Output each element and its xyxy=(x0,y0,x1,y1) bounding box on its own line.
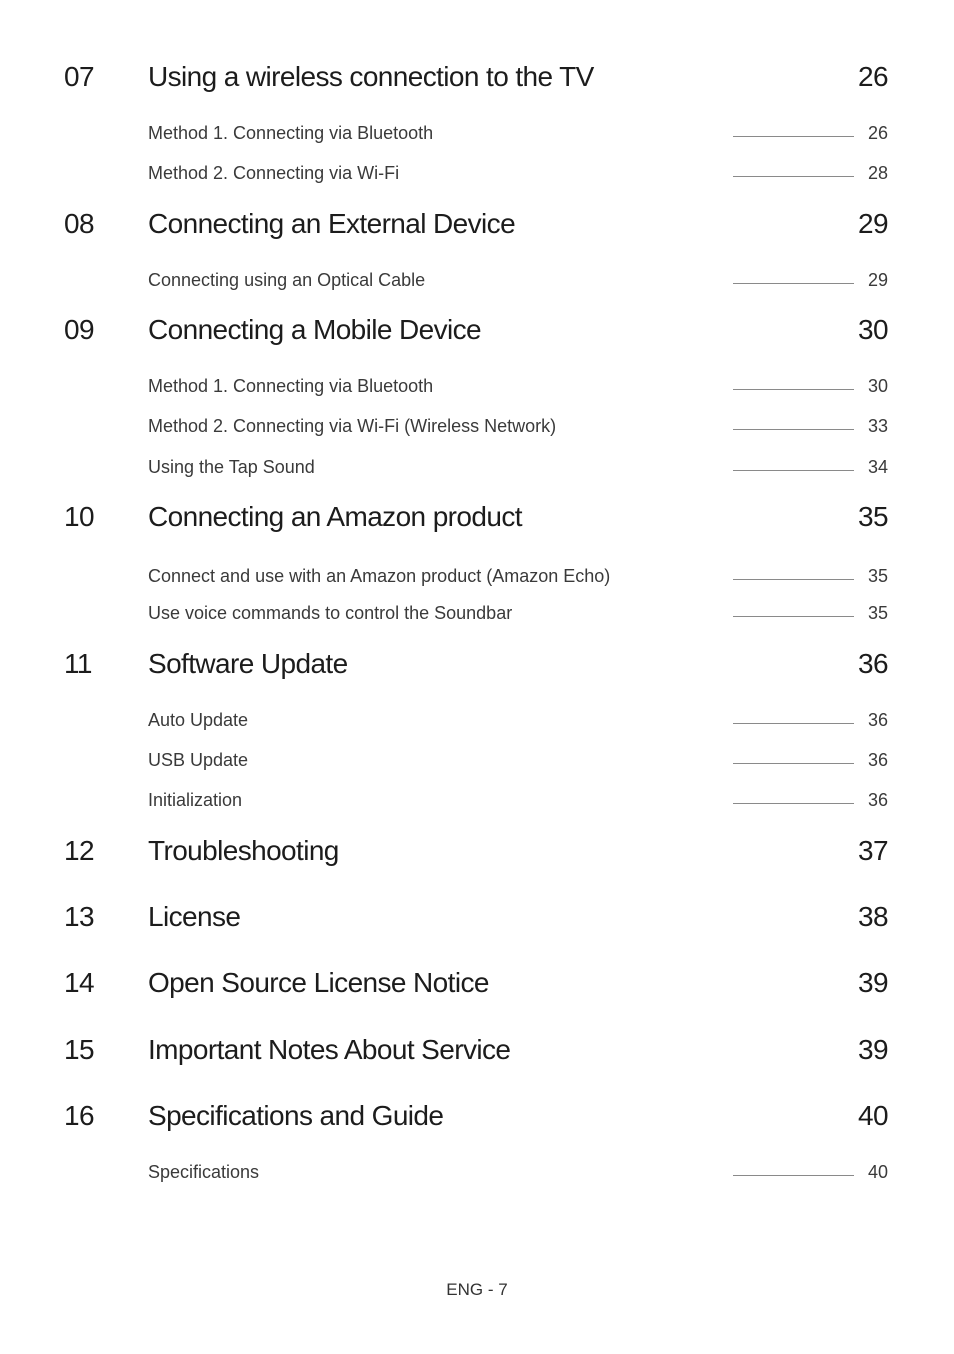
subsection-page: 26 xyxy=(867,123,888,143)
chapter-title[interactable]: Connecting an Amazon product xyxy=(148,501,522,532)
subsection-page: 40 xyxy=(867,1162,888,1182)
chapter-number: 14 xyxy=(64,967,94,998)
page-footer: ENG - 7 xyxy=(446,1280,508,1299)
subsection-title[interactable]: Using the Tap Sound xyxy=(148,457,315,477)
leader-rule xyxy=(733,136,854,137)
chapter-title[interactable]: Software Update xyxy=(148,648,348,679)
chapter-title[interactable]: Connecting a Mobile Device xyxy=(148,314,482,345)
leader-rule xyxy=(733,723,854,724)
leader-rule xyxy=(733,803,854,804)
toc-subsection[interactable] xyxy=(0,268,954,292)
leader-rule xyxy=(733,1175,854,1176)
leader-rule xyxy=(733,429,854,430)
chapter-page: 26 xyxy=(858,61,888,92)
toc-subsection[interactable] xyxy=(0,121,954,145)
subsection-page: 36 xyxy=(867,710,888,730)
toc-subsection[interactable] xyxy=(0,748,954,772)
chapter-page: 39 xyxy=(858,1034,888,1065)
subsection-title[interactable]: Method 2. Connecting via Wi-Fi xyxy=(148,163,400,183)
toc-subsection[interactable] xyxy=(0,601,954,625)
subsection-title[interactable]: Auto Update xyxy=(148,710,249,730)
chapter-number: 07 xyxy=(64,61,94,92)
toc-subsection[interactable] xyxy=(0,455,954,479)
chapter-title[interactable]: Important Notes About Service xyxy=(148,1034,511,1065)
subsection-page: 34 xyxy=(867,457,888,477)
chapter-title[interactable]: Troubleshooting xyxy=(148,835,339,866)
toc-subsection[interactable] xyxy=(0,564,954,588)
leader-rule xyxy=(733,763,854,764)
chapter-title[interactable]: Using a wireless connection to the TV xyxy=(148,61,594,92)
chapter-number: 16 xyxy=(64,1100,94,1131)
subsection-title[interactable]: Use voice commands to control the Soundbar xyxy=(148,603,513,623)
chapter-page: 35 xyxy=(858,501,888,532)
chapter-number: 10 xyxy=(64,501,94,532)
toc-subsection[interactable] xyxy=(0,374,954,398)
subsection-page: 28 xyxy=(867,163,888,183)
chapter-title[interactable]: Specifications and Guide xyxy=(148,1100,444,1131)
chapter-number: 13 xyxy=(64,901,94,932)
leader-rule xyxy=(733,616,854,617)
subsection-page: 33 xyxy=(867,416,888,436)
toc-subsection[interactable] xyxy=(0,414,954,438)
leader-rule xyxy=(733,283,854,284)
chapter-number: 15 xyxy=(64,1034,94,1065)
chapter-page: 39 xyxy=(858,967,888,998)
chapter-page: 40 xyxy=(858,1100,888,1131)
subsection-page: 36 xyxy=(867,790,888,810)
subsection-title[interactable]: Specifications xyxy=(148,1162,260,1182)
subsection-title[interactable]: Method 1. Connecting via Bluetooth xyxy=(148,376,434,396)
chapter-number: 11 xyxy=(64,648,92,679)
chapter-page: 36 xyxy=(858,648,888,679)
chapter-number: 09 xyxy=(64,314,94,345)
chapter-title[interactable]: Connecting an External Device xyxy=(148,208,516,239)
chapter-title[interactable]: Open Source License Notice xyxy=(148,967,489,998)
leader-rule xyxy=(733,470,854,471)
chapter-number: 08 xyxy=(64,208,94,239)
chapter-title[interactable]: License xyxy=(148,901,241,932)
toc-subsection[interactable] xyxy=(0,788,954,812)
subsection-title[interactable]: Method 1. Connecting via Bluetooth xyxy=(148,123,434,143)
subsection-page: 29 xyxy=(867,270,888,290)
leader-rule xyxy=(733,176,854,177)
leader-rule xyxy=(733,579,854,580)
chapter-page: 37 xyxy=(858,835,888,866)
subsection-title[interactable]: Connect and use with an Amazon product (Amazon Echo) xyxy=(148,566,611,586)
subsection-title[interactable]: Connecting using an Optical Cable xyxy=(148,270,426,290)
subsection-title[interactable]: Initialization xyxy=(148,790,243,810)
toc-subsection[interactable] xyxy=(0,161,954,185)
toc-subsection[interactable] xyxy=(0,1160,954,1184)
subsection-page: 35 xyxy=(867,603,888,623)
subsection-title[interactable]: USB Update xyxy=(148,750,249,770)
subsection-page: 35 xyxy=(867,566,888,586)
chapter-number: 12 xyxy=(64,835,94,866)
subsection-title[interactable]: Method 2. Connecting via Wi-Fi (Wireless Network) xyxy=(148,416,557,436)
toc-subsection[interactable] xyxy=(0,708,954,732)
subsection-page: 30 xyxy=(867,376,888,396)
leader-rule xyxy=(733,389,854,390)
chapter-page: 38 xyxy=(858,901,888,932)
subsection-page: 36 xyxy=(867,750,888,770)
chapter-page: 30 xyxy=(858,314,888,345)
chapter-page: 29 xyxy=(858,208,888,239)
